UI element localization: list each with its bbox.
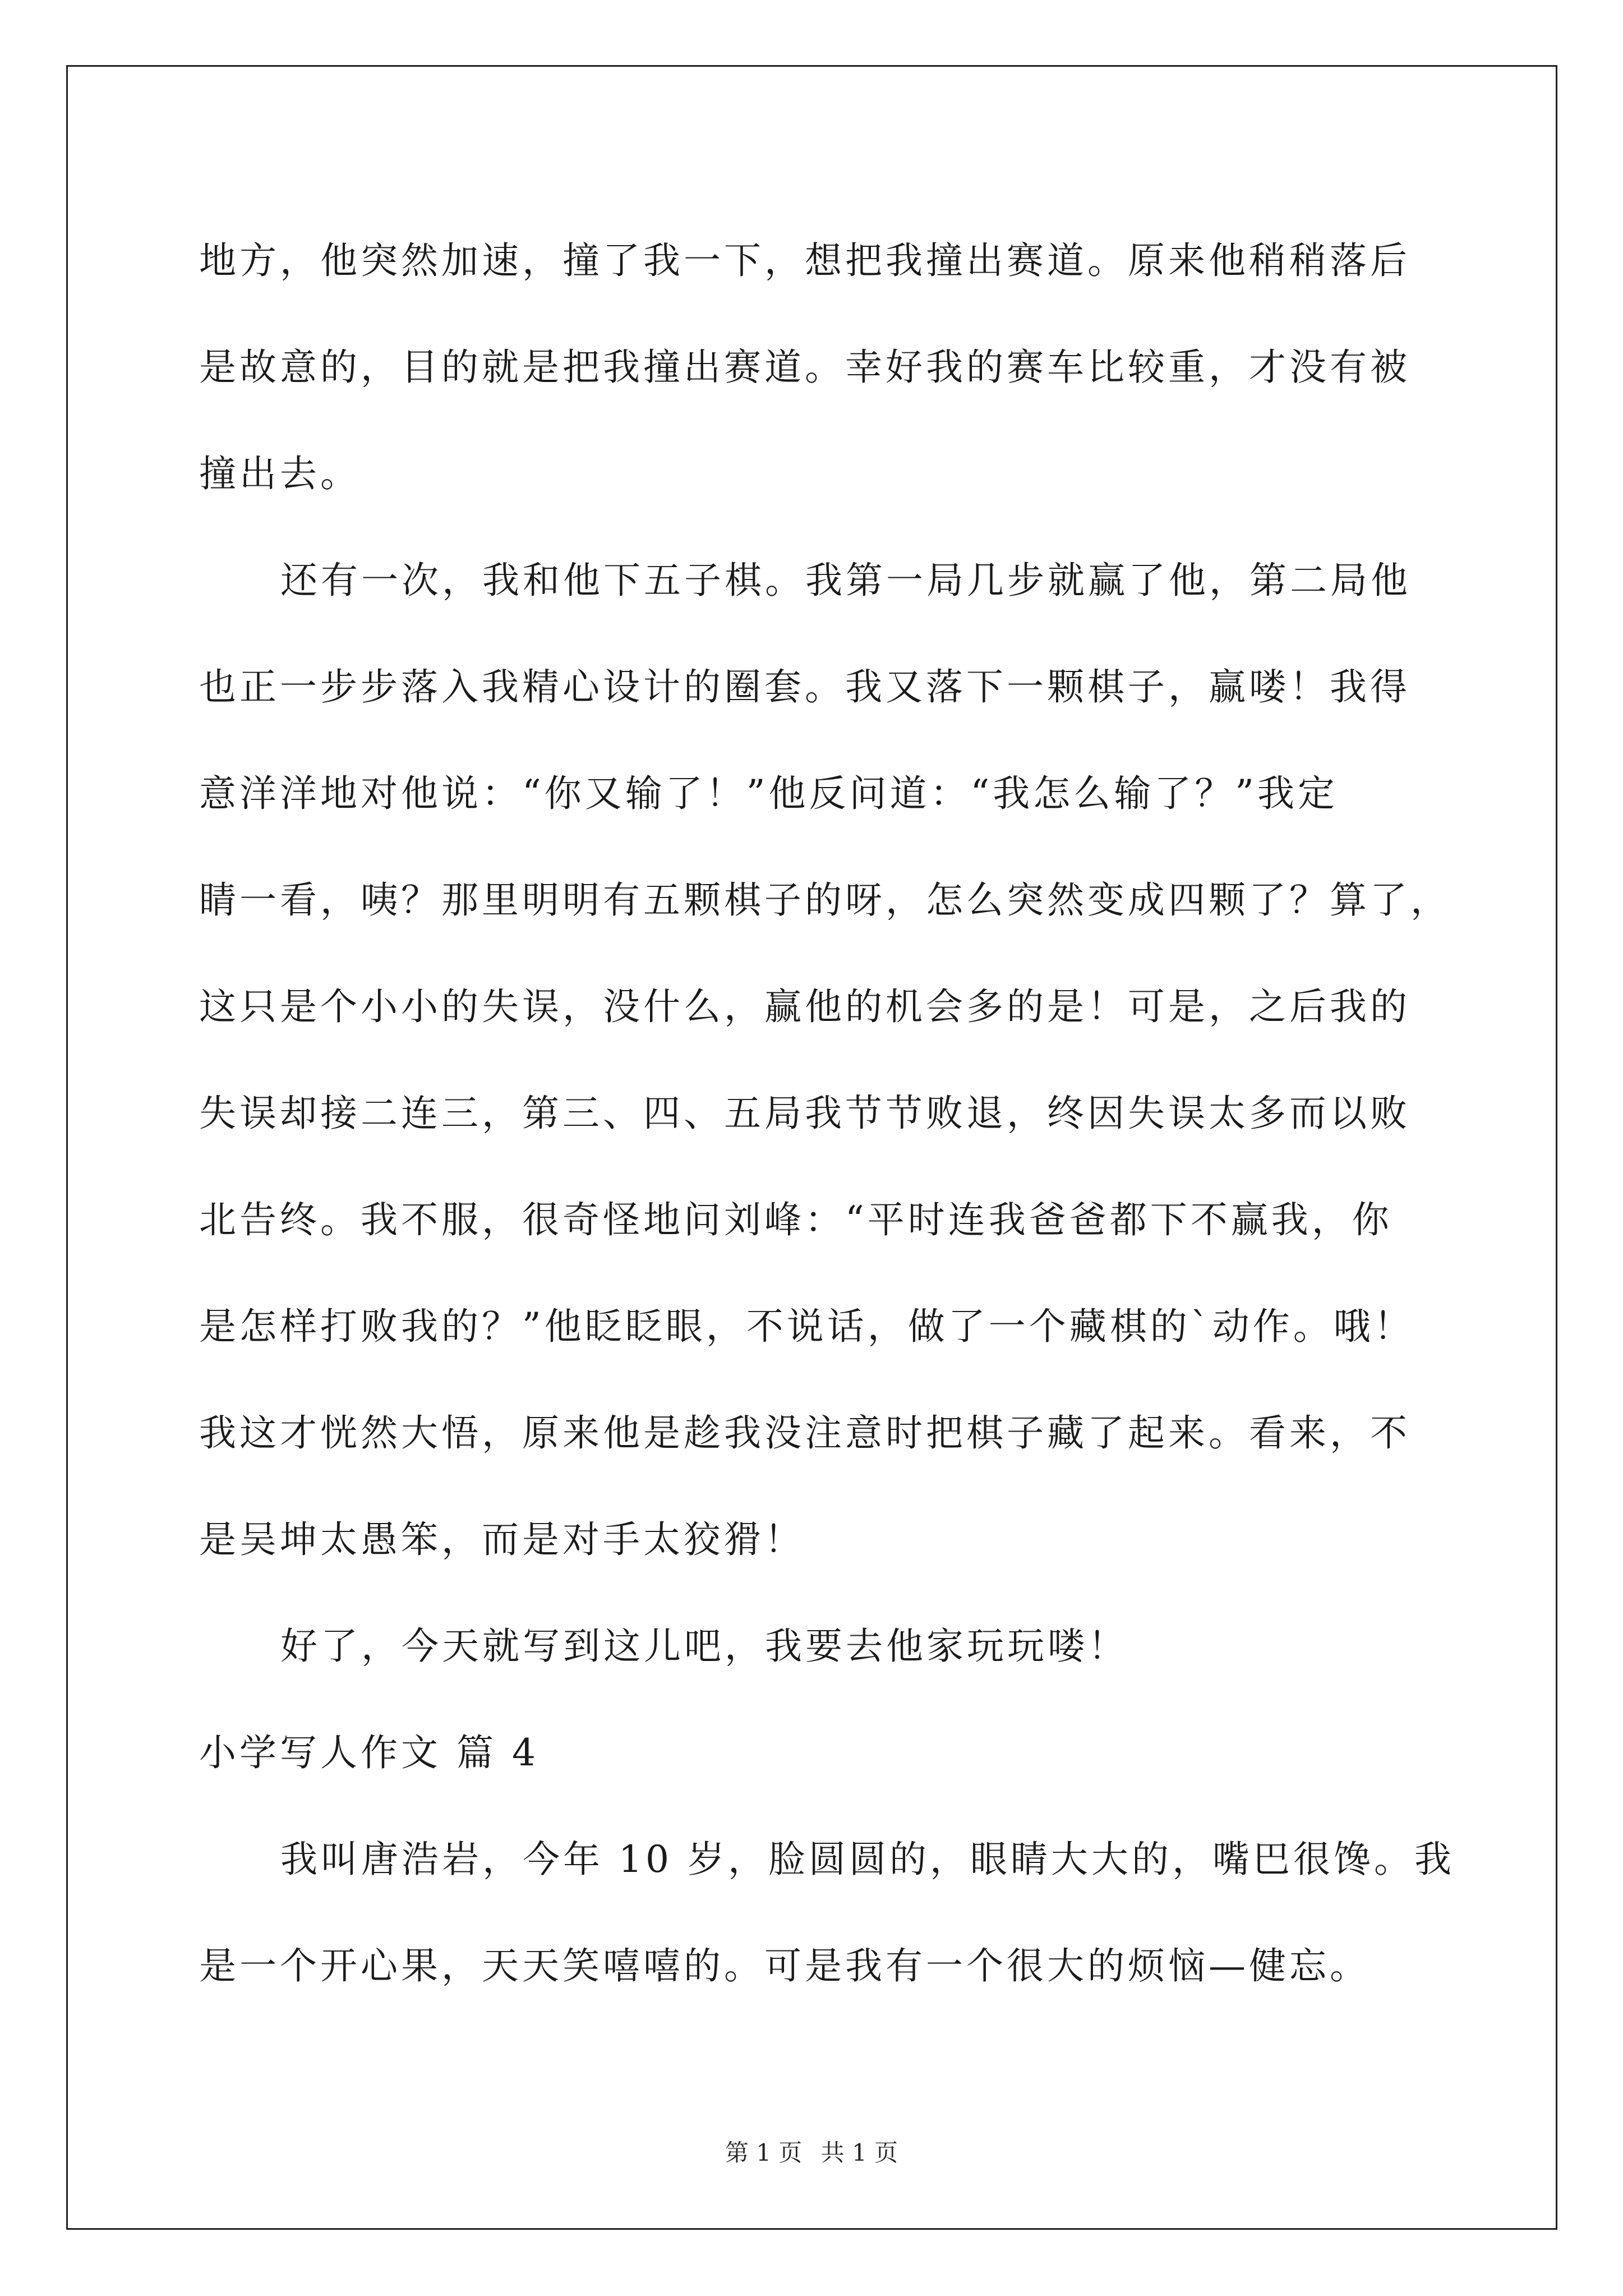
text-line: 我这才恍然大悟，原来他是趁我没注意时把棋子藏了起来。看来，不 [199, 1411, 1410, 1455]
document-body [199, 208, 1455, 2019]
text-line: 睛一看，咦？那里明明有五颗棋子的呀，怎么突然变成四颗了？算了， [199, 878, 1451, 922]
page-total: 共 1 页 [820, 2139, 898, 2166]
text-line: 是故意的，目的就是把我撞出赛道。幸好我的赛车比较重，才没有被 [199, 346, 1410, 389]
text-line: 撞出去。 [199, 452, 361, 495]
text-line: 这只是个小小的失误，没什么，赢他的机会多的是！可是，之后我的 [199, 985, 1410, 1028]
text-line: 北告终。我不服，很奇怪地问刘峰：“平时连我爸爸都下不赢我，你 [199, 1198, 1393, 1241]
text-line: 是吴坤太愚笨，而是对手太狡猾！ [199, 1518, 805, 1561]
paragraph-start-line: 还有一次，我和他下五子棋。我第一局几步就赢了他，第二局他 [280, 559, 1411, 602]
text-line: 意洋洋地对他说：“你又输了！”他反问道：“我怎么输了？”我定 [199, 772, 1338, 815]
page-footer [0, 2136, 1623, 2170]
text-line: 是一个开心果，天天笑嘻嘻的。可是我有一个很大的烦恼—健忘。 [199, 1944, 1370, 1987]
section-heading: 小学写人作文 篇 4 [199, 1731, 539, 1774]
text-line: 是怎样打败我的？”他眨眨眼，不说话，做了一个藏棋的`动作。哦！ [199, 1305, 1414, 1348]
text-line: 地方，他突然加速，撞了我一下，想把我撞出赛道。原来他稍稍落后 [199, 239, 1410, 282]
paragraph-start-line: 好了，今天就写到这儿吧，我要去他家玩玩喽！ [280, 1625, 1128, 1668]
page-number: 第 1 页 [725, 2139, 803, 2166]
text-line: 也正一步步落入我精心设计的圈套。我又落下一颗棋子，赢喽！我得 [199, 665, 1410, 708]
paragraph-start-line: 我叫唐浩岩，今年 10 岁，脸圆圆的，眼睛大大的，嘴巴很馋。我 [280, 1838, 1455, 1881]
text-line: 失误却接二连三，第三、四、五局我节节败退，终因失误太多而以败 [199, 1092, 1410, 1135]
